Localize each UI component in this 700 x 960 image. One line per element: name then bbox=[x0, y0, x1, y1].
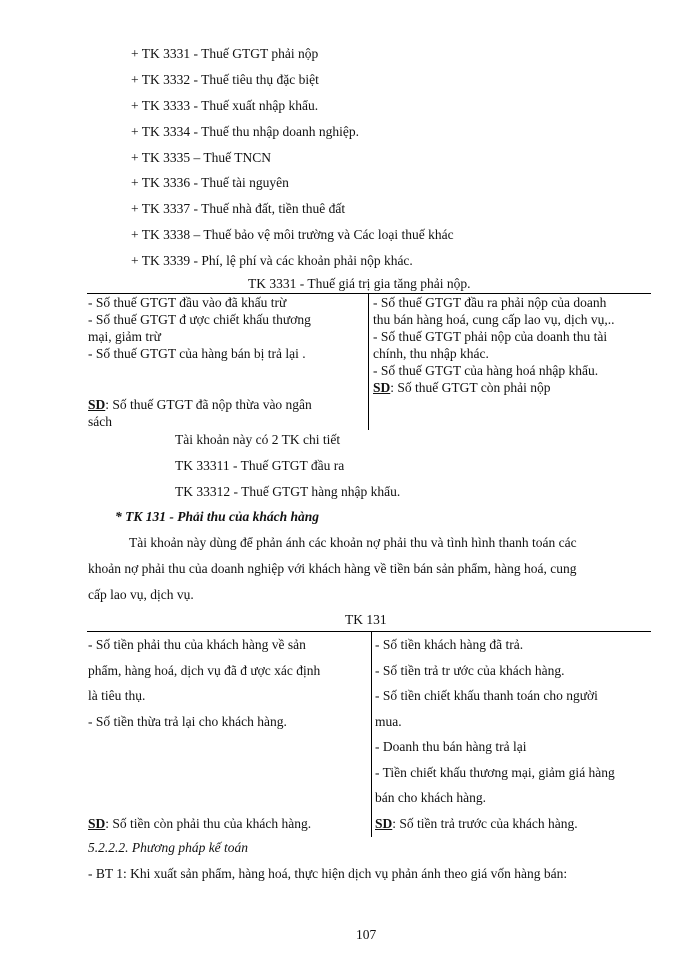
sd-label: SD bbox=[373, 380, 391, 395]
debit-line: - Số tiền thừa trả lại cho khách hàng. bbox=[88, 713, 287, 729]
credit-line: - Số tiền chiết khấu thanh toán cho người bbox=[375, 688, 598, 703]
credit-line: - Tiền chiết khấu thương mại, giảm giá hàng bbox=[375, 764, 615, 780]
account-list-item: + TK 3331 - Thuế GTGT phải nộp bbox=[131, 46, 319, 61]
account-list-item: + TK 3334 - Thuế thu nhập doanh nghiệp. bbox=[131, 124, 359, 139]
t-account-131-debit bbox=[88, 632, 320, 734]
debit-line: mại, giảm trừ bbox=[88, 329, 161, 344]
credit-line: bán cho khách hàng. bbox=[375, 790, 486, 805]
credit-line: - Số thuế GTGT đầu ra phải nộp của doanh bbox=[373, 295, 607, 310]
t-account-3331-debit-balance bbox=[88, 396, 312, 430]
detail-account: TK 33311 - Thuế GTGT đầu ra bbox=[175, 458, 345, 473]
account-list-item: + TK 3337 - Thuế nhà đất, tiền thuê đất bbox=[131, 201, 346, 216]
t-account-3331-credit bbox=[373, 294, 614, 396]
detail-accounts-intro: Tài khoản này có 2 TK chi tiết bbox=[175, 432, 341, 447]
account-list-item: + TK 3336 - Thuế tài nguyên bbox=[131, 175, 289, 190]
sd-text: : Số thuế GTGT còn phải nộp bbox=[390, 380, 551, 395]
account-list-item: + TK 3339 - Phí, lệ phí và các khoản phải nộp khác. bbox=[131, 253, 413, 268]
t-account-3331-debit bbox=[88, 294, 311, 362]
sd-text: : Số tiền trả trước của khách hàng. bbox=[392, 815, 578, 831]
debit-line: là tiêu thụ. bbox=[88, 688, 146, 703]
credit-line: - Số tiền khách hàng đã trả. bbox=[375, 637, 524, 652]
credit-line: - Số thuế GTGT của hàng hoá nhập khẩu. bbox=[373, 363, 599, 378]
method-heading: 5.2.2.2. Phương pháp kế toán bbox=[88, 840, 249, 855]
t-account-131-debit-balance bbox=[88, 811, 311, 837]
debit-line: - Số thuế GTGT của hàng bán bị trả lại . bbox=[88, 346, 306, 361]
sd-text: : Số tiền còn phải thu của khách hàng. bbox=[105, 816, 312, 831]
debit-line: - Số tiền phải thu của khách hàng về sản bbox=[88, 637, 306, 652]
debit-line: - Số thuế GTGT đầu vào đã khấu trừ bbox=[88, 295, 287, 310]
t-account-131-title: TK 131 bbox=[345, 612, 387, 627]
account-list-item: + TK 3333 - Thuế xuất nhập khẩu. bbox=[131, 98, 319, 113]
t-account-131-divider bbox=[371, 631, 372, 837]
tk131-paragraph-line: cấp lao vụ, dịch vụ. bbox=[88, 587, 194, 602]
detail-account: TK 33312 - Thuế GTGT hàng nhập khẩu. bbox=[175, 484, 401, 499]
credit-line: - Doanh thu bán hàng trả lại bbox=[375, 739, 527, 754]
t-account-3331-divider bbox=[368, 293, 369, 430]
credit-line: - Số thuế GTGT phải nộp của doanh thu tài bbox=[373, 329, 608, 344]
t-account-3331-title: TK 3331 - Thuế giá trị gia tăng phải nộp. bbox=[248, 276, 471, 291]
tk131-paragraph-line: Tài khoản này dùng để phản ánh các khoản nợ phải thu và tình hình thanh toán các bbox=[129, 535, 577, 550]
credit-line: thu bán hàng hoá, cung cấp lao vụ, dịch vụ,.. bbox=[373, 312, 615, 327]
sd-text: : Số thuế GTGT đã nộp thừa vào ngân bbox=[105, 397, 312, 412]
page-number: 107 bbox=[356, 927, 377, 942]
account-list-item: + TK 3332 - Thuế tiêu thụ đặc biệt bbox=[131, 72, 319, 87]
debit-line: phẩm, hàng hoá, dịch vụ đã đ ược xác định bbox=[88, 662, 321, 678]
sd-label: SD bbox=[375, 815, 393, 831]
sd-text: sách bbox=[88, 414, 112, 429]
sd-label: SD bbox=[88, 816, 106, 831]
tk131-paragraph-line: khoản nợ phải thu của doanh nghiệp với khách hàng về tiền bán sản phẩm, hàng hoá, cung bbox=[88, 561, 577, 576]
method-bt1: - BT 1: Khi xuất sản phẩm, hàng hoá, thực hiện dịch vụ phản ánh theo giá vốn hàng bán: bbox=[88, 866, 568, 881]
account-list-item: + TK 3338 – Thuế bảo vệ môi trường và Các loại thuế khác bbox=[131, 227, 454, 242]
credit-line: mua. bbox=[375, 713, 402, 729]
sd-label: SD bbox=[88, 397, 106, 412]
credit-line: chính, thu nhập khác. bbox=[373, 346, 489, 361]
tk131-heading: * TK 131 - Phải thu của khách hàng bbox=[115, 509, 320, 524]
account-list-item: + TK 3335 – Thuế TNCN bbox=[131, 150, 271, 165]
credit-line: - Số tiền trả tr ước của khách hàng. bbox=[375, 662, 565, 678]
t-account-131-credit bbox=[375, 632, 615, 836]
debit-line: - Số thuế GTGT đ ược chiết khấu thương bbox=[88, 312, 311, 327]
